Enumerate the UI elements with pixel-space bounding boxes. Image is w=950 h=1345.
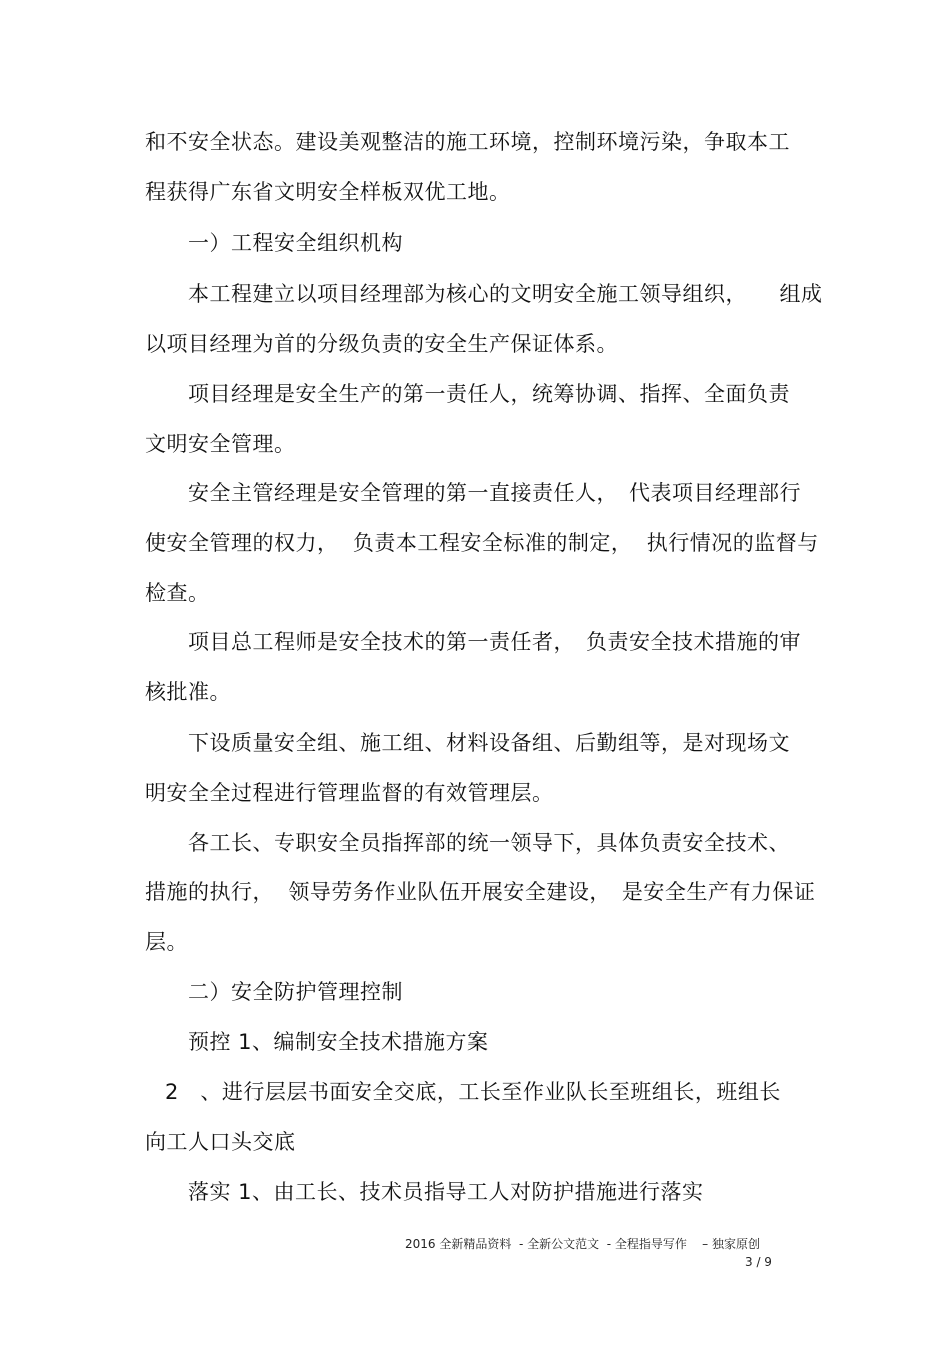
body-line: 和不安全状态。建设美观整洁的施工环境，控制环境污染，争取本工	[145, 130, 790, 154]
body-line: 各工长、专职安全员指挥部的统一领导下，具体负责安全技术、	[188, 831, 790, 855]
body-line: 核批准。	[145, 680, 231, 704]
body-line: 本工程建立以项目经理部为核心的文明安全施工领导组织， 组成	[188, 282, 823, 306]
body-line: 下设质量安全组、施工组、材料设备组、后勤组等，是对现场文	[188, 731, 790, 755]
body-line: 落实 1、由工长、技术员指导工人对防护措施进行落实	[188, 1180, 704, 1204]
body-line: 程获得广东省文明安全样板双优工地。	[145, 180, 511, 204]
body-line: 明安全全过程进行管理监督的有效管理层。	[145, 781, 554, 805]
body-line: 预控 1、编制安全技术措施方案	[188, 1030, 489, 1054]
body-line: 检查。	[145, 581, 210, 605]
body-line: 2 、进行层层书面安全交底，工长至作业队长至班组长，班组长	[165, 1080, 781, 1104]
section-heading: 一）工程安全组织机构	[188, 231, 403, 255]
body-line: 文明安全管理。	[145, 432, 296, 456]
body-line: 项目经理是安全生产的第一责任人，统筹协调、指挥、全面负责	[188, 382, 790, 406]
body-line: 安全主管经理是安全管理的第一直接责任人， 代表项目经理部行	[188, 481, 801, 505]
body-line: 措施的执行， 领导劳务作业队伍开展安全建设， 是安全生产有力保证	[145, 880, 816, 904]
body-line: 以项目经理为首的分级负责的安全生产保证体系。	[145, 332, 618, 356]
page-number: 3 / 9	[745, 1255, 772, 1269]
section-heading: 二）安全防护管理控制	[188, 980, 403, 1004]
body-line: 层。	[145, 930, 188, 954]
footer-tagline: 2016 全新精品资料 - 全新公文范文 - 全程指导写作 – 独家原创	[405, 1237, 760, 1251]
body-line: 项目总工程师是安全技术的第一责任者， 负责安全技术措施的审	[188, 630, 801, 654]
body-line: 使安全管理的权力， 负责本工程安全标准的制定， 执行情况的监督与	[145, 531, 819, 555]
body-line: 向工人口头交底	[145, 1130, 296, 1154]
